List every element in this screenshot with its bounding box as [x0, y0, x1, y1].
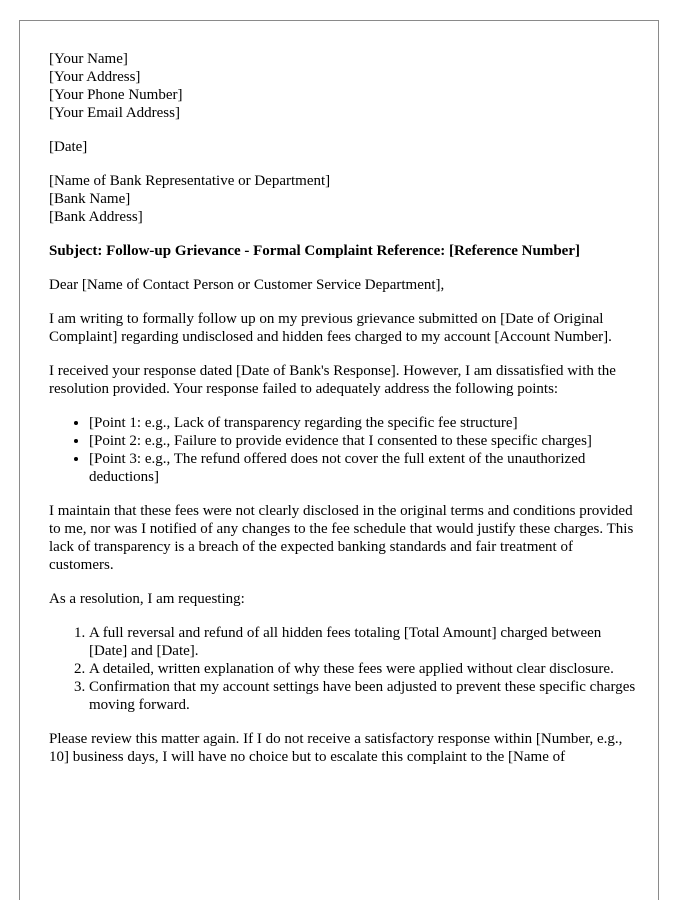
paragraph-disclosure: I maintain that these fees were not clearly disclosed in the original terms and conditions provided to me, nor was I notified of any changes to the fee schedule that would justify these charges. This lack of transparency is a breach of the expected banking standards and fair treatment of customers. [49, 503, 634, 573]
letter-content [49, 50, 639, 834]
letter-date: [Date] [49, 139, 88, 155]
recipient-representative: [Name of Bank Representative or Department] [49, 173, 331, 189]
list-item: 1. A full reversal and refund of all hidden fees totaling [Total Amount] charged between [Date] and [Date]. [89, 624, 639, 660]
paragraph-intro: I am writing to formally follow up on my previous grievance submitted on [Date of Original Complaint] regarding undisclosed and hidden fees charged to my account [Account Number]. [49, 311, 612, 345]
list-item: 3. Confirmation that my account settings have been adjusted to prevent these specific charges moving forward. [89, 678, 639, 714]
sender-name: [Your Name] [49, 51, 128, 67]
points-list [49, 414, 639, 486]
list-item: • [Point 2: e.g., Failure to provide evidence that I consented to these specific charges] [89, 432, 639, 450]
sender-email: [Your Email Address] [49, 105, 180, 121]
paragraph-resolution-intro: As a resolution, I am requesting: [49, 591, 245, 607]
salutation: Dear [Name of Contact Person or Customer Service Department], [49, 277, 445, 293]
sender-block [49, 50, 639, 122]
sender-phone: [Your Phone Number] [49, 87, 183, 103]
list-item: • [Point 3: e.g., The refund offered does not cover the full extent of the unauthorized deductions] [89, 450, 639, 486]
paragraph-response: I received your response dated [Date of Bank's Response]. However, I am dissatisfied with the resolution provided. Your response failed to adequately address the following points: [49, 363, 616, 397]
paragraph-escalation: Please review this matter again. If I do not receive a satisfactory response within [Number, e.g., 10] business days, I will have no choice but to escalate this complaint to the [Name of [49, 731, 623, 765]
list-item: 2. A detailed, written explanation of why these fees were applied without clear disclosure. [89, 660, 639, 678]
subject-line: Subject: Follow-up Grievance - Formal Complaint Reference: [Reference Number] [49, 243, 580, 259]
recipient-bank-name: [Bank Name] [49, 191, 131, 207]
recipient-bank-address: [Bank Address] [49, 209, 143, 225]
recipient-block [49, 172, 639, 226]
list-item: • [Point 1: e.g., Lack of transparency regarding the specific fee structure] [89, 414, 639, 432]
sender-address: [Your Address] [49, 69, 141, 85]
letter-page [19, 20, 659, 900]
requests-list [49, 624, 639, 714]
date-block [49, 138, 639, 156]
